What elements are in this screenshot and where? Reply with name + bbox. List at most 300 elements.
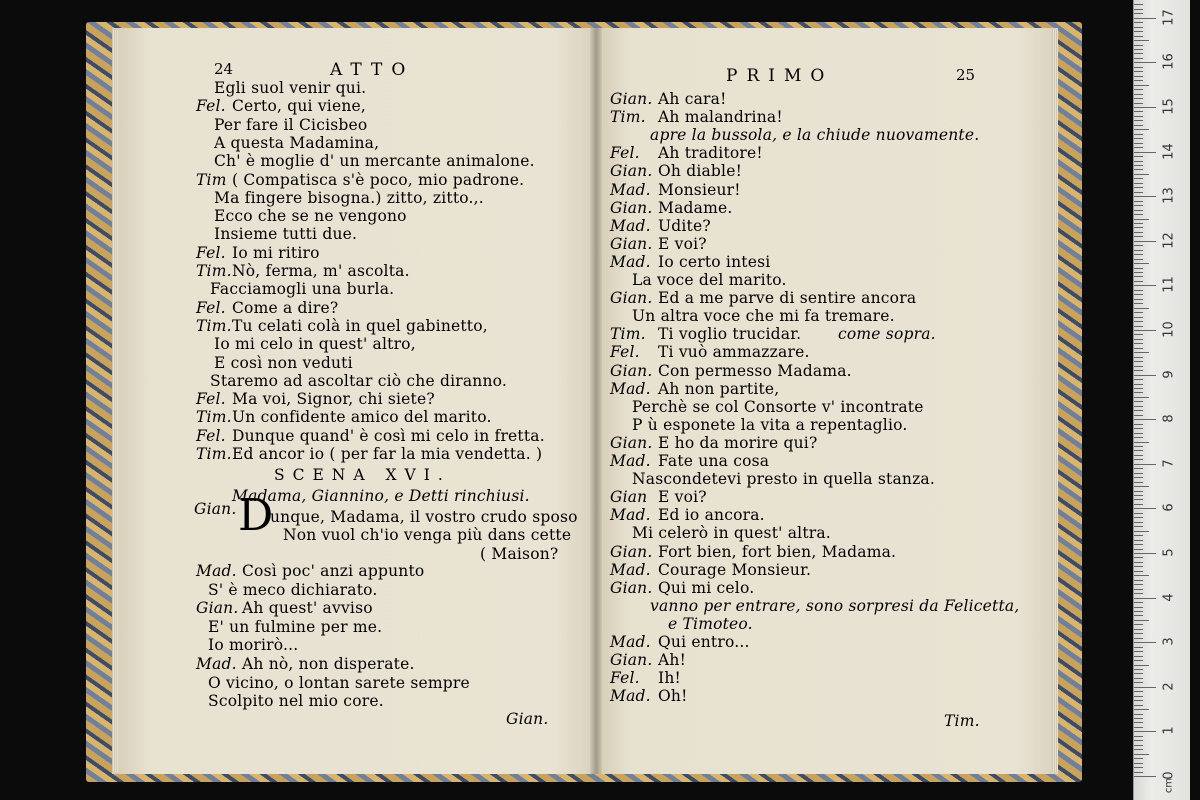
speaker-label: Tim. (196, 262, 232, 280)
ruler-tick (1134, 526, 1143, 527)
right-page-edges (1052, 30, 1058, 772)
speaker-label: Mad. (610, 216, 651, 235)
ruler-tick (1134, 522, 1143, 523)
ruler-tick (1134, 455, 1143, 456)
verse-line: Io certo intesi (658, 252, 771, 271)
scene-cast: Madama, Giannino, e Detti rinchiusi. (232, 487, 530, 505)
ruler-tick (1134, 473, 1143, 474)
ruler-tick (1134, 326, 1143, 327)
verse-line: Ecco che se ne vengono (214, 207, 407, 226)
ruler-tick (1134, 352, 1149, 353)
ruler-tick (1134, 665, 1149, 666)
verse-line: ( Compatisca s'è poco, mio padrone. (232, 170, 525, 189)
ruler-tick (1134, 250, 1143, 251)
ruler-tick (1134, 495, 1143, 496)
verse-line: E voi? (658, 234, 707, 253)
ruler-number: 0 (1161, 771, 1177, 780)
ruler-tick (1134, 740, 1143, 741)
ruler-tick (1134, 566, 1143, 567)
verse-line: Ah malandrina! (658, 108, 783, 127)
verse-line: Qui mi celo. (658, 578, 755, 597)
ruler-tick (1134, 98, 1143, 99)
ruler-tick (1134, 442, 1149, 443)
speaker-label: Gian. (194, 500, 237, 518)
verse-line: Staremo ad ascoltar ciò che diranno. (210, 371, 508, 390)
speaker-label: Gian. (610, 361, 653, 380)
ruler-tick (1134, 111, 1143, 112)
verse-line: e Timoteo. (668, 614, 753, 633)
ruler-tick (1134, 317, 1143, 318)
ruler-tick (1134, 236, 1143, 237)
speaker-label: Gian. (610, 198, 653, 217)
ruler-tick (1134, 281, 1143, 282)
catchword: Tim. (944, 712, 980, 730)
ruler-tick (1134, 575, 1149, 576)
verse-line: Madame. (658, 198, 733, 217)
ruler-tick (1134, 428, 1143, 429)
ruler-tick (1134, 165, 1143, 166)
verse-line: Ih! (658, 669, 681, 688)
verse-line: A questa Madamina, (214, 133, 380, 152)
verse-line: Dunque quand' è così mi celo in fretta. (232, 426, 545, 445)
ruler-number: 9 (1161, 369, 1177, 379)
verse-line: Ch' è moglie d' un mercante animalone. (214, 152, 535, 171)
speaker-label: Gian. (610, 433, 653, 452)
verse-line: Ti voglio trucidar. (658, 325, 802, 344)
ruler-tick (1134, 259, 1143, 260)
verse-line: E' un fulmine per me. (208, 617, 383, 636)
ruler-tick (1134, 85, 1149, 86)
verse-line: Ed a me parve di sentire ancora (658, 289, 917, 308)
verse-line: Con permesso Madama. (658, 361, 852, 380)
ruler-tick (1134, 499, 1143, 500)
ruler-tick (1134, 392, 1143, 393)
verse-line: Perchè se col Consorte v' incontrate (632, 397, 924, 416)
verse-line: Ti vuò ammazzare. (658, 343, 810, 362)
ruler-tick (1134, 36, 1143, 37)
scene-title: SCENA XVI. (274, 466, 451, 484)
ruler-tick (1134, 147, 1143, 148)
verse-line: Fort bien, fort bien, Madama. (658, 542, 897, 561)
ruler-tick (1134, 669, 1143, 670)
ruler-tick (1134, 49, 1143, 50)
ruler-tick (1134, 241, 1156, 242)
verse-line: E così non veduti (214, 353, 353, 372)
verse-line: apre la bussola, e la chiude nuovamente. (650, 126, 980, 145)
ruler-tick (1134, 593, 1143, 594)
ruler-number: 7 (1161, 459, 1177, 468)
ruler-tick (1134, 210, 1143, 211)
verse-line: Ah quest' avviso (242, 599, 373, 618)
ruler-tick (1134, 303, 1143, 304)
verse-line: Oh diable! (658, 162, 743, 181)
ruler-tick (1134, 205, 1143, 206)
ruler-tick (1134, 263, 1149, 264)
verse-line: Fate una cosa (658, 452, 770, 470)
ruler-tick (1134, 62, 1156, 63)
verse-line: Ah! (658, 651, 687, 670)
speaker-label: Mad. (610, 687, 651, 706)
ruler-tick (1134, 276, 1143, 277)
speaker-label: Tim. (196, 316, 232, 335)
ruler-tick (1134, 714, 1143, 715)
ruler-tick (1134, 513, 1143, 514)
book-gutter (590, 28, 602, 774)
ruler-tick (1134, 174, 1149, 175)
measuring-ruler (1133, 0, 1190, 800)
ruler-number: 15 (1161, 98, 1177, 115)
speaker-label: Fel. (196, 97, 226, 116)
ruler-tick (1134, 682, 1143, 683)
ruler-tick (1134, 4, 1143, 5)
ruler-tick (1134, 219, 1149, 220)
ruler-tick (1134, 67, 1143, 68)
ruler-tick (1134, 709, 1149, 710)
ruler-number: 16 (1161, 53, 1177, 71)
page-number: 25 (956, 66, 976, 84)
catchword: Gian. (506, 710, 549, 728)
verse-line: Egli suol venir qui. (214, 79, 367, 97)
ruler-tick (1134, 370, 1143, 371)
ruler-tick (1134, 401, 1143, 402)
ruler-tick (1134, 749, 1143, 750)
ruler-tick (1134, 415, 1143, 416)
ruler-tick (1134, 308, 1149, 309)
speaker-label: Tim. (610, 108, 646, 127)
ruler-tick (1134, 339, 1143, 340)
page-number: 24 (214, 60, 234, 78)
ruler-tick (1134, 754, 1149, 755)
ruler-tick (1134, 544, 1143, 545)
ruler-tick (1134, 178, 1143, 179)
ruler-tick (1134, 196, 1156, 197)
ruler-tick (1134, 638, 1143, 639)
verse-line: Insieme tutti due. (214, 225, 358, 244)
ruler-tick (1134, 491, 1143, 492)
stage-direction: come sopra. (838, 325, 936, 344)
ruler-tick (1134, 633, 1143, 634)
ruler-tick (1134, 562, 1143, 563)
verse-line: Udite? (658, 216, 711, 235)
verse-line: Ah nò, non disperate. (242, 655, 415, 673)
speaker-label: Gian. (610, 578, 653, 597)
speaker-label: Fel. (196, 298, 226, 317)
ruler-tick (1134, 272, 1143, 273)
running-head: PRIMO (726, 66, 834, 86)
ruler-tick (1134, 192, 1143, 193)
ruler-tick (1134, 647, 1143, 648)
verse-line: Io morirò... (208, 636, 299, 655)
ruler-tick (1134, 58, 1143, 59)
speaker-label: Fel. (610, 144, 640, 163)
drop-cap: D (238, 490, 274, 541)
speaker-label: Fel. (610, 669, 640, 688)
verse-line: unque, Madama, il vostro crudo sposo (270, 508, 578, 526)
ruler-tick (1134, 437, 1143, 438)
verse-line: Monsieur! (658, 180, 741, 199)
ruler-tick (1134, 615, 1143, 616)
ruler-tick (1134, 731, 1156, 732)
speaker-label: Mad. (196, 655, 237, 673)
ruler-tick (1134, 201, 1143, 202)
ruler-tick (1134, 450, 1143, 451)
ruler-tick (1134, 571, 1143, 572)
ruler-number: 12 (1161, 232, 1177, 249)
ruler-number: 4 (1161, 592, 1177, 602)
ruler-tick (1134, 40, 1149, 41)
speaker-label: Gian. (196, 599, 239, 618)
ruler-tick (1134, 620, 1149, 621)
ruler-tick (1134, 187, 1143, 188)
ruler-tick (1134, 45, 1143, 46)
speaker-label: Mad. (610, 633, 651, 651)
ruler-tick (1134, 531, 1149, 532)
ruler-tick (1134, 446, 1143, 447)
verse-line: Ah non partite, (658, 379, 780, 398)
verse-line: O vicino, o lontan sarete sempre (208, 673, 470, 692)
verse-line: Un confidente amico del marito. (232, 408, 492, 427)
speaker-label: Gian. (610, 542, 653, 561)
ruler-tick (1134, 691, 1143, 692)
ruler-tick (1134, 406, 1143, 407)
ruler-tick (1134, 424, 1143, 425)
ruler-tick (1134, 285, 1156, 286)
ruler-tick (1134, 76, 1143, 77)
verse-line: Mi celerò in quest' altra. (632, 524, 831, 543)
ruler-tick (1134, 53, 1143, 54)
ruler-number: 11 (1161, 276, 1177, 294)
ruler-tick (1134, 343, 1143, 344)
ruler-tick (1134, 468, 1143, 469)
ruler-tick (1134, 227, 1143, 228)
ruler-tick (1134, 71, 1143, 72)
ruler-tick (1134, 129, 1149, 130)
verse-line: Ah traditore! (658, 144, 763, 163)
ruler-tick (1134, 629, 1143, 630)
verse-line: Ma voi, Signor, chi siete? (232, 390, 435, 409)
ruler-tick (1134, 602, 1143, 603)
ruler-tick (1134, 482, 1143, 483)
ruler-tick (1134, 9, 1143, 10)
ruler-tick (1134, 268, 1143, 269)
verse-line: Io mi ritiro (232, 243, 320, 262)
ruler-tick (1134, 143, 1143, 144)
ruler-tick (1134, 696, 1143, 697)
ruler-tick (1134, 125, 1143, 126)
ruler-tick (1134, 517, 1143, 518)
verse-line: vanno per entrare, sono sorpresi da Felicetta, (650, 596, 1020, 615)
verse-line: Non vuol ch'io venga più dans cette (283, 526, 572, 544)
verse-line: Ma fingere bisogna.) zitto, zitto.,. (214, 188, 484, 207)
speaker-label: Mad. (610, 180, 651, 199)
ruler-tick (1134, 397, 1149, 398)
ruler-tick (1134, 722, 1143, 723)
verse-line: Nascondetevi presto in quella stanza. (632, 470, 936, 489)
ruler-tick (1134, 103, 1143, 104)
ruler-tick (1134, 116, 1143, 117)
speaker-label: Mad. (610, 252, 651, 271)
speaker-label: Fel. (196, 426, 226, 445)
verse-line: Per fare il Cicisbeo (214, 115, 368, 134)
verse-line: Ah cara! (658, 90, 727, 108)
ruler-tick (1134, 245, 1143, 246)
ruler-tick (1134, 375, 1156, 376)
speaker-label: Mad. (610, 560, 651, 579)
ruler-tick (1134, 477, 1143, 478)
ruler-tick (1134, 161, 1143, 162)
verse-line: Come a dire? (232, 298, 339, 317)
speaker-label: Gian. (610, 289, 653, 308)
speaker-label: Tim (196, 170, 227, 189)
ruler-tick (1134, 598, 1156, 599)
verse-line: E voi? (658, 488, 707, 507)
ruler-tick (1134, 254, 1143, 255)
ruler-tick (1134, 700, 1143, 701)
ruler-tick (1134, 736, 1143, 737)
ruler-tick (1134, 580, 1143, 581)
ruler-tick (1134, 772, 1143, 773)
ruler-number: 17 (1161, 9, 1177, 26)
verse-line: Nò, ferma, m' ascolta. (232, 262, 410, 280)
ruler-tick (1134, 330, 1156, 331)
ruler-tick (1134, 366, 1143, 367)
ruler-tick (1134, 651, 1143, 652)
verse-line: Io mi celo in quest' altro, (214, 335, 416, 354)
speaker-label: Fel. (610, 343, 640, 362)
ruler-tick (1134, 508, 1156, 509)
ruler-tick (1134, 361, 1143, 362)
verse-line: P ù esponete la vita a repentaglio. (632, 415, 908, 434)
ruler-tick (1134, 687, 1156, 688)
verse-line: Certo, qui viene, (232, 97, 367, 116)
ruler-tick (1134, 120, 1143, 121)
ruler-tick (1134, 504, 1143, 505)
speaker-label: Gian. (610, 651, 653, 670)
ruler-tick (1134, 80, 1143, 81)
ruler-unit: cm (1163, 777, 1175, 794)
verse-line: Facciamogli una burla. (210, 280, 395, 299)
ruler-tick (1134, 642, 1156, 643)
ruler-tick (1134, 557, 1143, 558)
ruler-tick (1134, 767, 1143, 768)
ruler-number: 2 (1161, 682, 1177, 691)
verse-line: Courage Monsieur. (658, 560, 812, 579)
ruler-tick (1134, 535, 1143, 536)
ruler-tick (1134, 419, 1156, 420)
ruler-number: 3 (1161, 637, 1177, 646)
ruler-tick (1134, 607, 1143, 608)
ruler-tick (1134, 384, 1143, 385)
ruler-tick (1134, 321, 1143, 322)
verse-line: S' è meco dichiarato. (208, 580, 378, 599)
ruler-tick (1134, 156, 1143, 157)
ruler-tick (1134, 776, 1156, 777)
ruler-tick (1134, 294, 1143, 295)
ruler-tick (1134, 459, 1143, 460)
verse-line: Oh! (658, 687, 688, 706)
ruler-tick (1134, 678, 1143, 679)
ruler-tick (1134, 348, 1143, 349)
ruler-tick (1134, 584, 1143, 585)
ruler-tick (1134, 290, 1143, 291)
ruler-tick (1134, 624, 1143, 625)
verse-line: ( Maison? (480, 545, 559, 563)
ruler-tick (1134, 464, 1156, 465)
ruler-tick (1134, 232, 1143, 233)
ruler-tick (1134, 334, 1143, 335)
ruler-tick (1134, 169, 1143, 170)
ruler-number: 10 (1161, 321, 1177, 338)
ruler-tick (1134, 656, 1143, 657)
speaker-label: Gian. (610, 162, 653, 181)
ruler-tick (1134, 549, 1143, 550)
speaker-label: Mad. (610, 506, 651, 525)
ruler-tick (1134, 27, 1143, 28)
ruler-tick (1134, 107, 1156, 108)
ruler-tick (1134, 138, 1143, 139)
verse-line: Scolpito nel mio core. (208, 692, 384, 711)
speaker-label: Fel. (196, 243, 226, 262)
ruler-tick (1134, 134, 1143, 135)
ruler-tick (1134, 388, 1143, 389)
ruler-tick (1134, 223, 1143, 224)
ruler-number: 6 (1161, 503, 1177, 513)
verse-line: Ed ancor io ( per far la mia vendetta. ) (232, 445, 543, 463)
ruler-tick (1134, 299, 1143, 300)
speaker-label: Tim. (196, 408, 232, 427)
speaker-label: Mad. (196, 562, 237, 580)
ruler-tick (1134, 705, 1143, 706)
speaker-label: Tim. (610, 325, 646, 344)
ruler-tick (1134, 410, 1143, 411)
speaker-label: Tim. (196, 445, 232, 463)
ruler-tick (1134, 433, 1143, 434)
ruler-tick (1134, 758, 1143, 759)
speaker-label: Mad. (610, 379, 651, 398)
ruler-tick (1134, 763, 1143, 764)
verse-line: Tu celati colà in quel gabinetto, (232, 316, 488, 335)
ruler-tick (1134, 553, 1156, 554)
ruler-tick (1134, 718, 1143, 719)
ruler-tick (1134, 379, 1143, 380)
verse-line: Ed io ancora. (658, 506, 765, 525)
ruler-tick (1134, 589, 1143, 590)
ruler-tick (1134, 89, 1143, 90)
verse-line: Così poc' anzi appunto (242, 562, 425, 580)
speaker-label: Gian (610, 488, 648, 507)
speaker-label: Fel. (196, 390, 226, 409)
ruler-tick (1134, 611, 1143, 612)
verse-line: La voce del marito. (632, 271, 787, 289)
verse-line: E ho da morire qui? (658, 433, 818, 452)
speaker-label: Gian. (610, 90, 653, 108)
running-head: ATTO (330, 60, 415, 80)
ruler-tick (1134, 214, 1143, 215)
speaker-label: Mad. (610, 452, 651, 470)
ruler-number: 8 (1161, 414, 1177, 423)
ruler-tick (1134, 727, 1143, 728)
ruler-tick (1134, 31, 1143, 32)
ruler-tick (1134, 660, 1143, 661)
ruler-tick (1134, 673, 1143, 674)
left-page-edges (112, 30, 118, 772)
ruler-tick (1134, 486, 1149, 487)
ruler-tick (1134, 540, 1143, 541)
ruler-tick (1134, 152, 1156, 153)
ruler-tick (1134, 745, 1143, 746)
verse-line: Qui entro... (658, 633, 750, 651)
ruler-number: 14 (1161, 142, 1177, 160)
